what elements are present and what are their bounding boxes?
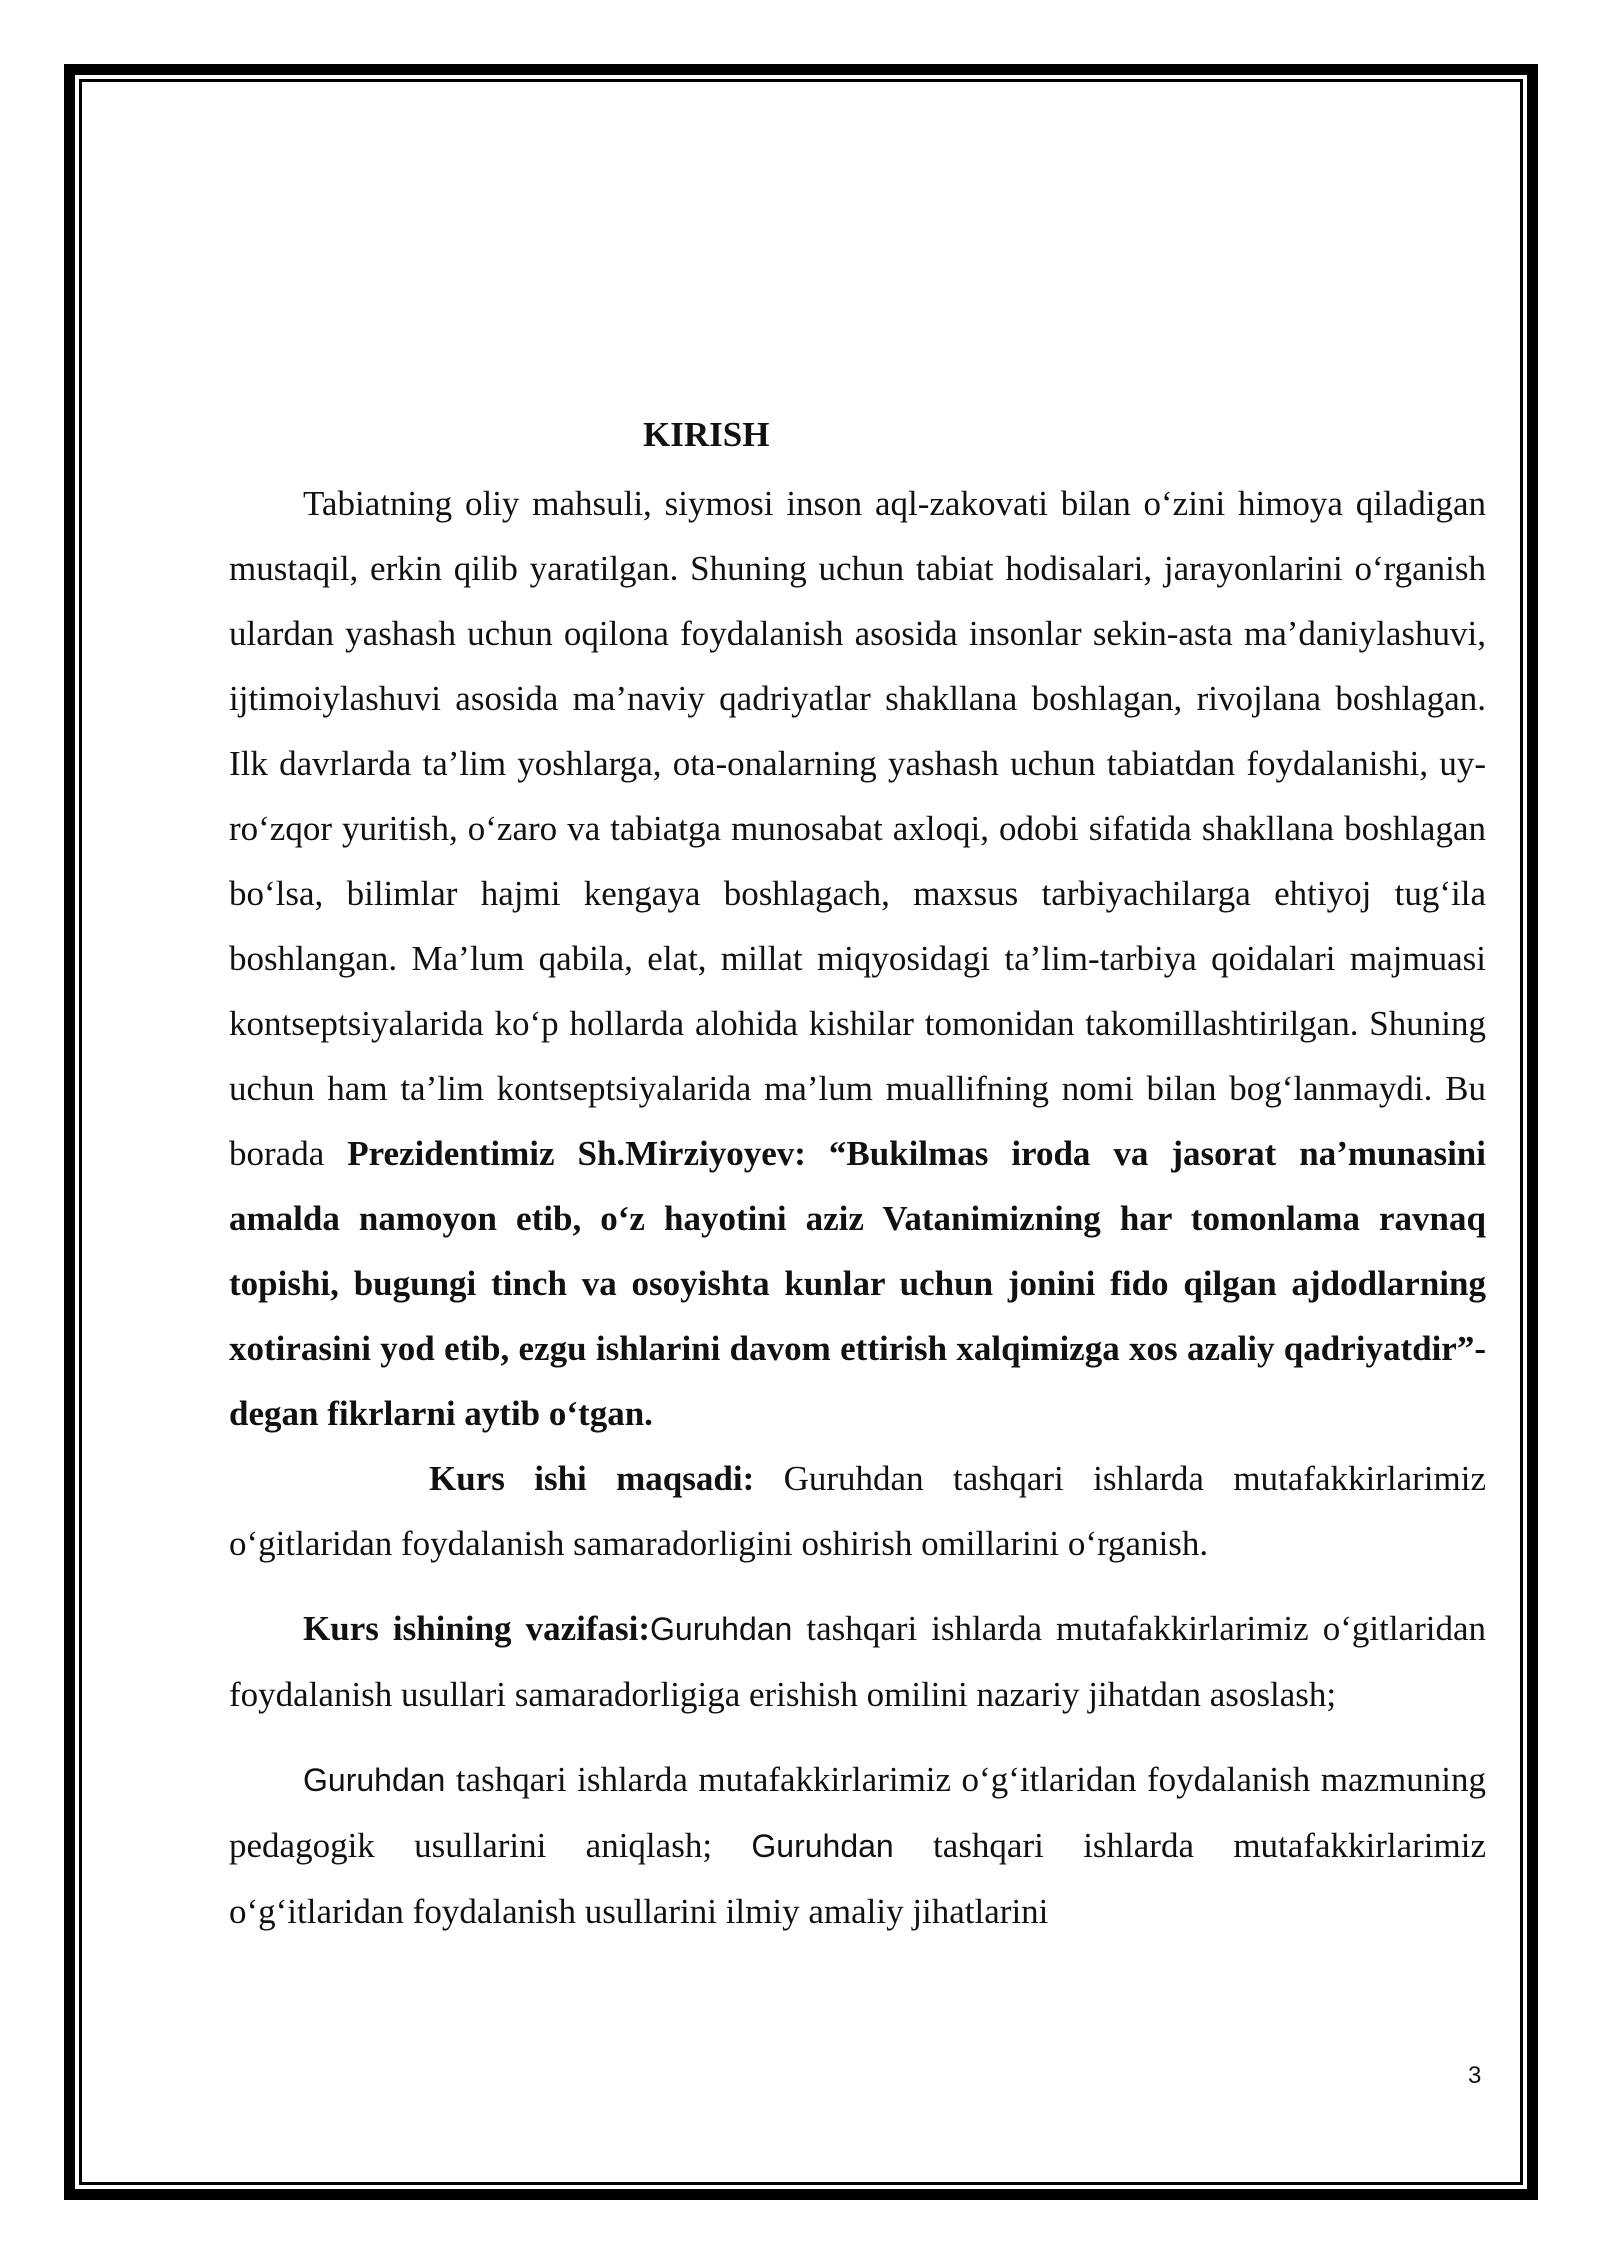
tasks-paragraph <box>229 1596 1486 1727</box>
methods-text-sans-1: Guruhdan <box>303 1762 446 1798</box>
tasks-label: Kurs ishining vazifasi: <box>303 1609 651 1648</box>
methods-text-2: tashqari ishlarda mutafakkirlarimiz o‘g‘itlaridan foydalanish usullarini ilmiy amaliy jihatlarini <box>229 1826 1486 1931</box>
section-title: KIRISH <box>643 415 770 454</box>
page-number: 3 <box>1468 2062 1482 2089</box>
methods-paragraph <box>229 1747 1486 1944</box>
document-body <box>229 405 1486 1944</box>
tasks-text-sans: Guruhdan <box>650 1611 793 1647</box>
intro-paragraph <box>229 471 1486 1446</box>
goal-label: Kurs ishi maqsadi: <box>429 1459 755 1498</box>
tasks-text: tashqari ishlarda mutafakkirlarimiz o‘gitlaridan foydalanish usullari samaradorligiga erishish omilini nazariy jihatdan asoslash; <box>229 1609 1486 1714</box>
president-quote: Prezidentimiz Sh.Mirziyoyev: “Bukilmas iroda va jasorat na’munasini amalda namoyon etib, o‘z hayotini aziz Vatanimizning har tomonlama ravnaq topishi, bugungi tinch va osoyishta kunlar uchun jonini fido qilgan ajdodlarning xotirasini yod etib, ezgu ishlarini davom ettirish xalqimizga xos azaliy qadriyatdir”-degan fikrlarni aytib o‘tgan. <box>229 1134 1486 1433</box>
methods-text-1: tashqari ishlarda mutafakkirlarimiz o‘g‘itlaridan foydalanish mazmuning pedagogik usullarini aniqlash; <box>229 1760 1486 1865</box>
methods-text-sans-2: Guruhdan <box>751 1828 894 1864</box>
intro-text: Tabiatning oliy mahsuli, siymosi inson aql-zakovati bilan o‘zini himoya qiladigan mustaqil, erkin qilib yaratilgan. Shuning uchun tabiat hodisalari, jarayonlarini o‘rganish ulardan yashash uchun oqilona foydalanish asosida insonlar sekin-asta ma’daniylashuvi, ijtimoiylashuvi asosida ma’naviy qadriyatlar shakllana boshlagan, rivojlana boshlagan. Ilk davrlarda ta’lim yoshlarga, ota-onalarning yashash uchun tabiatdan foydalanishi, uy-ro‘zqor yuritish, o‘zaro va tabiatga munosabat axloqi, odobi sifatida shakllana boshlagan bo‘lsa, bilimlar hajmi kengaya boshlagach, maxsus tarbiyachilarga ehtiyoj tug‘ila boshlangan. Ma’lum qabila, elat, millat miqyosidagi ta’lim-tarbiya qoidalari majmuasi kontseptsiyalarida ko‘p hollarda alohida kishilar tomonidan takomillashtirilgan. Shuning uchun ham ta’lim kontseptsiyalarida ma’lum muallifning nomi bilan bog‘lanmaydi. Bu borada <box>229 484 1486 1173</box>
goal-text: Guruhdan tashqari ishlarda mutafakkirlarimiz o‘gitlaridan foydalanish samaradorligini oshirish omillarini o‘rganish. <box>229 1459 1486 1563</box>
goal-paragraph <box>229 1446 1486 1576</box>
